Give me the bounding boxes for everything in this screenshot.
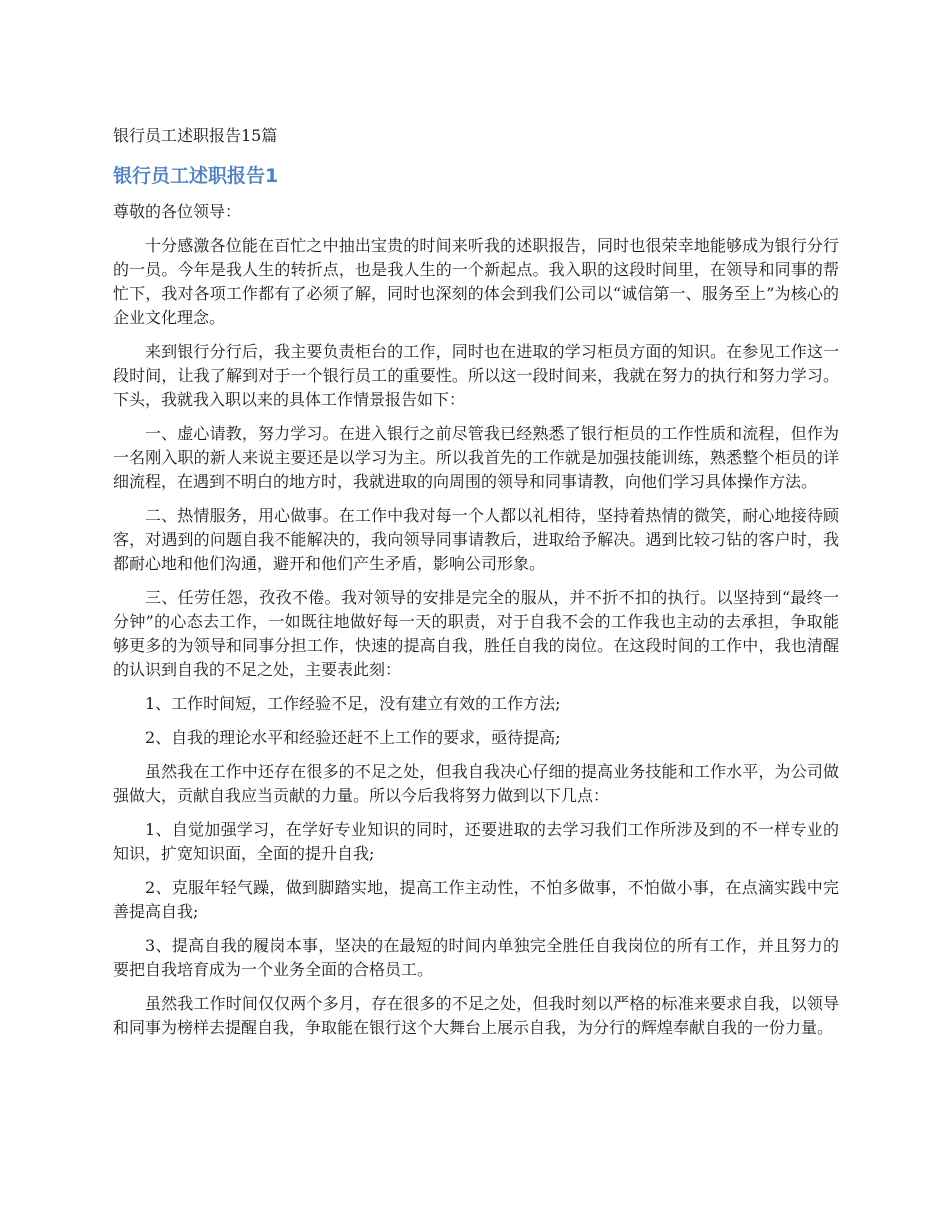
shortcoming-item-1: 1、工作时间短，工作经验不足，没有建立有效的工作方法;: [145, 694, 561, 713]
document-page: [113, 124, 839, 1050]
salutation: 尊敬的各位领导：: [113, 202, 242, 221]
paragraph-point-two: 二、热情服务，用心做事。在工作中我对每一个人都以礼相待，坚持着热情的微笑，耐心地接待顾客，对遇到的问题自我不能解决的，我向领导同事请教后，进取给予解决。遇到比较刁钻的客户时，我都耐心地和他们沟通，避开和他们产生矛盾，影响公司形象。: [113, 506, 839, 573]
plan-item-1: 1、自觉加强学习，在学好专业知识的同时，还要进取的去学习我们工作所涉及到的不一样专业的知识，扩宽知识面，全面的提升自我;: [113, 820, 839, 863]
paragraph-point-three: 三、任劳任怨，孜孜不倦。我对领导的安排是完全的服从，并不折不扣的执行。以坚持到“最终一分钟”的心态去工作，一如既往地做好每一天的职责，对于自我不会的工作我也主动的去承担，争取能够更多的为领导和同事分担工作，快速的提高自我，胜任自我的岗位。在这段时间的工作中，我也清醒的认识到自我的不足之处，主要表此刻：: [113, 588, 839, 679]
paragraph-point-one: 一、虚心请教，努力学习。在进入银行之前尽管我已经熟悉了银行柜员的工作性质和流程，但作为一名刚入职的新人来说主要还是以学习为主。所以我首先的工作就是加强技能训练，熟悉整个柜员的详细流程，在遇到不明白的地方时，我就进取的向周围的领导和同事请教，向他们学习具体操作方法。: [113, 424, 839, 491]
paragraph-intro: 十分感激各位能在百忙之中抽出宝贵的时间来听我的述职报告，同时也很荣幸地能够成为银行分行的一员。今年是我人生的转折点，也是我人生的一个新起点。我入职的这段时间里，在领导和同事的帮忙下，我对各项工作都有了必须了解，同时也深刻的体会到我们公司以“诚信第一、服务至上”为核心的企业文化理念。: [113, 236, 839, 327]
paragraph-duties: 来到银行分行后，我主要负责柜台的工作，同时也在进取的学习柜员方面的知识。在参见工作这一段时间，让我了解到对于一个银行员工的重要性。所以这一段时间来，我就在努力的执行和努力学习。下头，我就我入职以来的具体工作情景报告如下：: [113, 342, 839, 409]
paragraph-resolution: 虽然我在工作中还存在很多的不足之处，但我自我决心仔细的提高业务技能和工作水平，为公司做强做大，贡献自我应当贡献的力量。所以今后我将努力做到以下几点：: [113, 762, 839, 805]
plan-item-2: 2、克服年轻气躁，做到脚踏实地，提高工作主动性，不怕多做事，不怕做小事，在点滴实践中完善提高自我;: [113, 878, 839, 921]
paragraph-closing: 虽然我工作时间仅仅两个多月，存在很多的不足之处，但我时刻以严格的标准来要求自我，以领导和同事为榜样去提醒自我，争取能在银行这个大舞台上展示自我，为分行的辉煌奉献自我的一份力量。: [113, 994, 839, 1037]
document-title: 银行员工述职报告15篇: [113, 126, 278, 145]
plan-item-3: 3、提高自我的履岗本事，坚决的在最短的时间内单独完全胜任自我岗位的所有工作，并且努力的要把自我培育成为一个业务全面的合格员工。: [113, 936, 839, 979]
section-heading: 银行员工述职报告1: [113, 165, 279, 187]
shortcoming-item-2: 2、自我的理论水平和经验还赶不上工作的要求，亟待提高;: [145, 728, 561, 747]
